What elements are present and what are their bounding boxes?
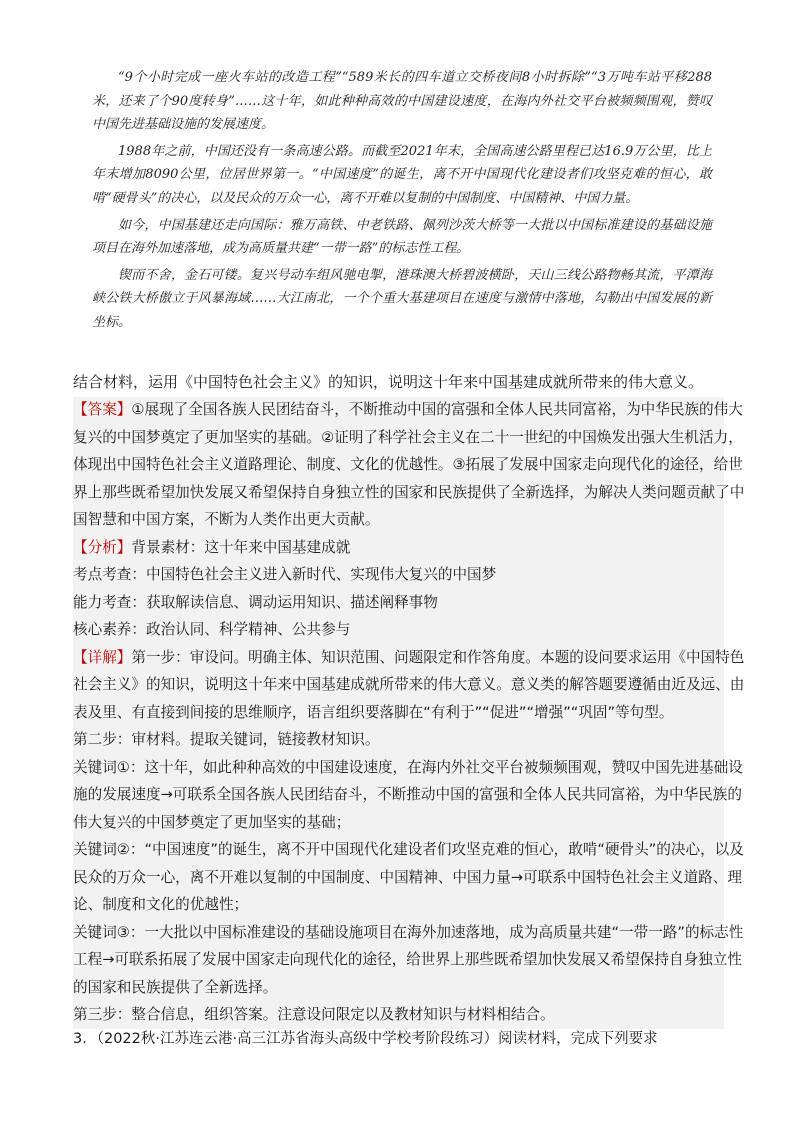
detail-line bbox=[73, 922, 744, 944]
analysis-line bbox=[73, 537, 724, 559]
detail-line bbox=[73, 647, 745, 669]
detail-text: 民众的万众一心，离不开难以复制的中国制度、中国精神、中国力量→可联系中国特色社会主义道路、理 bbox=[73, 868, 742, 886]
answer-line bbox=[73, 427, 743, 449]
detail-tag: 【详解】 bbox=[73, 648, 132, 666]
answer-tag: 【答案】 bbox=[73, 401, 132, 418]
detail-text: 关键词③：一大批以中国标准建设的基础设施项目在海外加速落地，成为高质量共建“一带一路”的标志性 bbox=[73, 923, 744, 941]
detail-text: 的国家和民族提供了全新选择。 bbox=[73, 978, 278, 996]
detail-line bbox=[73, 949, 742, 971]
answer-text: 国智慧和中国方案，不断为人类作出更大贡献。 bbox=[73, 511, 380, 528]
detail-line bbox=[73, 839, 744, 861]
detail-text: 第一步：审设问。明确主体、知识范围、问题限定和作答角度。本题的设问要求运用《中国特色 bbox=[131, 648, 745, 666]
material-paragraph: 如今，中国基建还走向国际：雅万高铁、中老铁路、佩列沙茨大桥等一大批以中国标准建设的基础设施项目在海外加速落地，成为高质量共建“一带一路”的标志性工程。 bbox=[92, 217, 712, 257]
answer-text: 界上那些既希望加快发展又希望保持自身独立性的国家和民族提供了全新选择，为解决人类问题贡献了中 bbox=[73, 483, 745, 501]
analysis-line bbox=[73, 619, 724, 641]
detail-text: 第三步：整合信息，组织答案。注意设问限定以及教材知识与材料相结合。 bbox=[73, 1006, 555, 1023]
next-question-heading: 3．（2022秋·江苏连云港·高三江苏省海头高级中学校考阶段练习）阅读材料，完成下列要求 bbox=[73, 1031, 658, 1047]
answer-text: 体现出中国特色社会主义道路理论、制度、文化的优越性。③拓展了发展中国家走向现代化的途径，给世 bbox=[73, 456, 743, 473]
analysis-text: 核心素养：政治认同、科学精神、公共参与 bbox=[73, 621, 351, 638]
detail-text: 表及里、有直接到间接的思维顺序，语言组织要落脚在“有利于”“促进”“增强”“巩固”等句型。 bbox=[73, 703, 674, 721]
answer-text: ①展现了全国各族人民团结奋斗，不断推动中国的富强和全体人民共同富裕，为中华民族的伟大 bbox=[131, 401, 743, 418]
detail-line bbox=[73, 977, 724, 999]
detail-line bbox=[73, 867, 742, 889]
material-paragraph: 1988年之前，中国还没有一条高速公路。而截至2021年末，全国高速公路里程已达16.9万公里，比上年末增加8090公里，位居世界第一。“中国速度”的诞生，离不开中国现代化建设者们攻坚克难的恒心，敢啃“硬骨头”的决心，以及民众的万众一心，离不开难以复制的中国制度、中国精神、中国力量。 bbox=[92, 143, 712, 206]
answer-line bbox=[73, 454, 743, 476]
answer-section bbox=[73, 397, 745, 1029]
detail-text: 工程→可联系拓展了发展中国家走向现代化的途径，给世界上那些既希望加快发展又希望保持自身独立性 bbox=[73, 951, 742, 968]
analysis-text: 能力考查：获取解读信息、调动运用知识、描述阐释事物 bbox=[73, 593, 438, 611]
material-paragraph: 锲而不舍，金石可镂。复兴号动车组风驰电掣，港珠澳大桥碧波横卧，天山三线公路物畅其流，平潭海峡公铁大桥傲立于风暴海域……大江南北，一个个重大基建项目在速度与激情中落地，勾勒出中国发展的新坐标。 bbox=[92, 267, 712, 330]
analysis-line bbox=[73, 592, 724, 614]
answer-line bbox=[73, 482, 745, 504]
question-prompt: 结合材料，运用《中国特色社会主义》的知识，说明这十年来中国基建成就所带来的伟大意义。 bbox=[73, 373, 704, 391]
detail-line bbox=[73, 894, 724, 916]
detail-line bbox=[73, 674, 745, 696]
analysis-tag: 【分析】 bbox=[73, 538, 132, 556]
answer-text: 复兴的中国梦奠定了更加坚实的基础。②证明了科学社会主义在二十一世纪的中国焕发出强大生机活力， bbox=[73, 428, 743, 446]
detail-text: 论、制度和文化的优越性； bbox=[73, 896, 249, 913]
detail-text: 社会主义》的知识，说明这十年来中国基建成就所带来的伟大意义。意义类的解答题要遵循由近及远、由 bbox=[73, 676, 745, 693]
detail-line bbox=[73, 1004, 724, 1026]
detail-text: 关键词②：“中国速度”的诞生，离不开中国现代化建设者们攻坚克难的恒心，敢啃“硬骨头”的决心，以及 bbox=[73, 841, 744, 858]
analysis-text: 背景素材：这十年来中国基建成就 bbox=[131, 538, 351, 556]
answer-line bbox=[73, 399, 743, 421]
analysis-line bbox=[73, 564, 724, 586]
detail-line bbox=[73, 784, 742, 806]
material-paragraph: “9个小时完成一座火车站的改造工程”“589米长的四车道立交桥夜间8小时拆除”“3万吨车站平移288米，还来了个90度转身”……这十年，如此种种高效的中国建设速度，在海内外社交平台被频频围观，赞叹中国先进基础设施的发展速度。 bbox=[92, 70, 712, 133]
analysis-text: 考点考查：中国特色社会主义进入新时代、实现伟大复兴的中国梦 bbox=[73, 566, 497, 583]
answer-line bbox=[73, 509, 724, 531]
detail-line bbox=[73, 729, 724, 751]
detail-text: 伟大复兴的中国梦奠定了更加坚实的基础； bbox=[73, 813, 351, 831]
detail-text: 关键词①：这十年，如此种种高效的中国建设速度，在海内外社交平台被频频围观，赞叹中国先进基础设 bbox=[73, 758, 743, 776]
detail-line bbox=[73, 702, 724, 724]
detail-line bbox=[73, 812, 724, 834]
detail-text: 第二步：审材料。提取关键词，链接教材知识。 bbox=[73, 731, 380, 748]
detail-text: 施的发展速度→可联系全国各族人民团结奋斗，不断推动中国的富强和全体人民共同富裕，为中华民族的 bbox=[73, 786, 742, 803]
detail-line bbox=[73, 757, 743, 779]
material-passage bbox=[92, 66, 712, 338]
